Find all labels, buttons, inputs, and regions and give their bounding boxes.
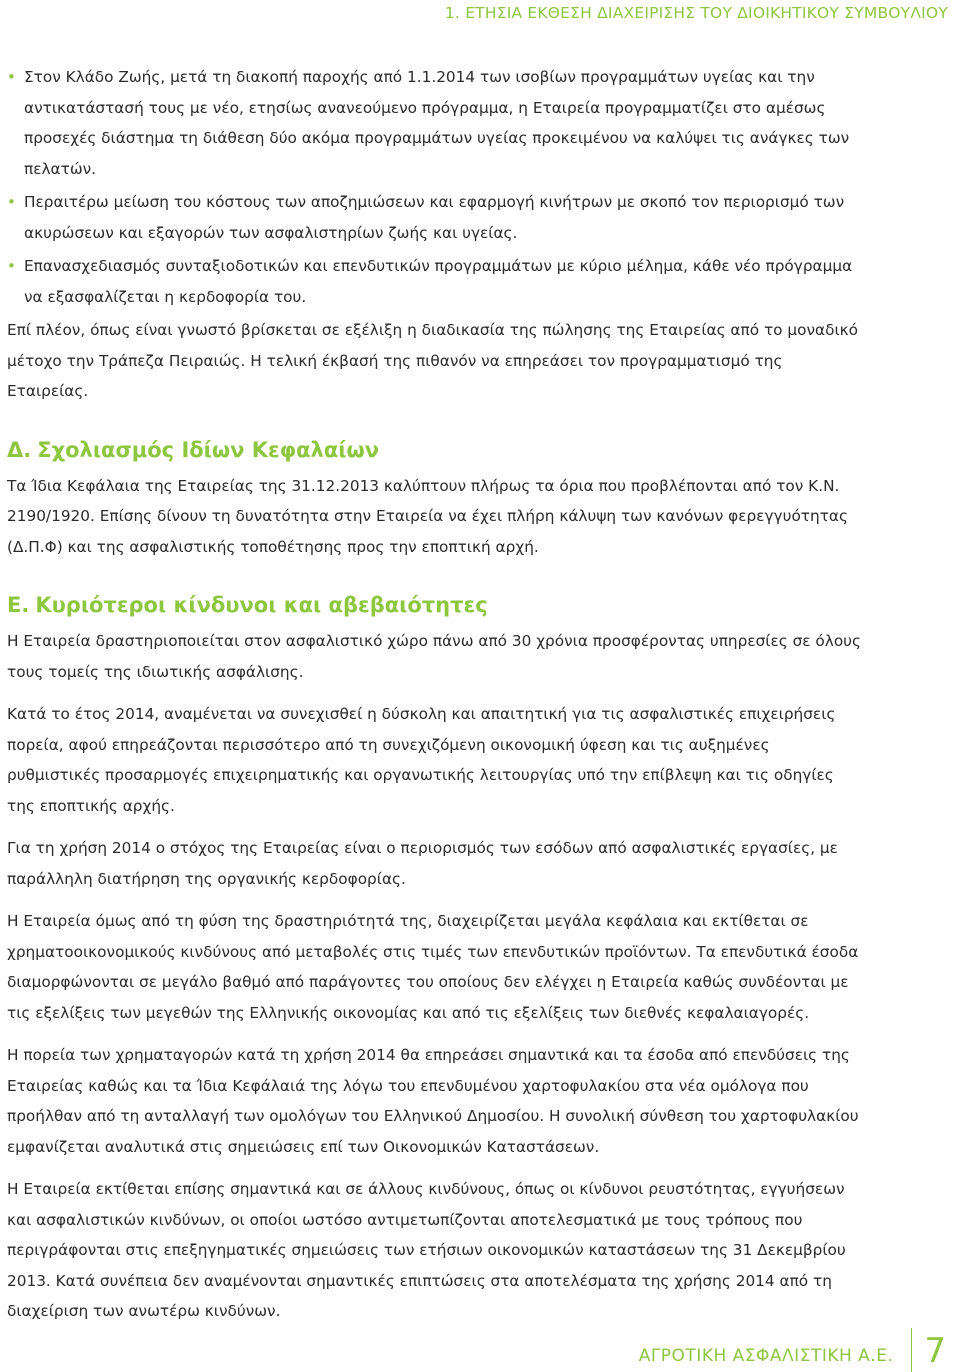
document-body bbox=[7, 62, 863, 1339]
bullet-dot-icon: • bbox=[7, 257, 16, 275]
bullet-item bbox=[7, 62, 863, 184]
running-header bbox=[445, 4, 948, 22]
bullet-item bbox=[7, 251, 863, 312]
bullet-text: Επανασχεδιασμός συνταξιοδοτικών και επενδυτικών προγραμμάτων με κύριο μέλημα, κάθε νέο πρόγραμμα να εξασφαλίζεται η κερδοφορία του. bbox=[24, 257, 853, 306]
header-title: 1. ΕΤΗΣΙΑ ΕΚΘΕΣΗ ΔΙΑΧΕΙΡΙΣΗΣ ΤΟΥ ΔΙΟΙΚΗΤΙΚΟΥ ΣΥΜΒΟΥΛΙΟΥ bbox=[444, 4, 948, 22]
section-e-heading bbox=[7, 590, 863, 620]
bullet-text: Περαιτέρω μείωση του κόστους των αποζημιώσεων και εφαρμογή κινήτρων με σκοπό τον περιορισμό των ακυρώσεων και εξαγορών των ασφαλιστηρίων ζωής και υγείας. bbox=[24, 193, 845, 242]
page-number: 7 bbox=[924, 1331, 946, 1371]
section-e-paragraph: Η πορεία των χρηματαγορών κατά τη χρήση 2014 θα επηρεάσει σημαντικά και τα έσοδα από επενδύσεις της Εταιρείας καθώς και τα Ίδια Κεφάλαιά της λόγω του επενδυμένου χαρτοφυλακίου στα νέα ομόλογα που προήλθαν από τη ανταλλαγή των ομολόγων του Ελληνικού Δημοσίου. Η συνολική σύνθεση του χαρτοφυλακίου εμφανίζεται αναλυτικά στις σημειώσεις επί των Οικονομικών Καταστάσεων. bbox=[7, 1046, 859, 1156]
bullet-dot-icon: • bbox=[7, 68, 16, 86]
bullet-text: Στον Κλάδο Ζωής, μετά τη διακοπή παροχής από 1.1.2014 των ισοβίων προγραμμάτων υγείας και την αντικατάστασή τους με νέο, ετησίως ανανεούμενο πρόγραμμα, η Εταιρεία προγραμματίζει στο αμέσως προσεχές διάστημα τη διάθεση δύο ακόμα προγραμμάτων υγείας προκειμένου να καλύψει τις ανάγκες των πελατών. bbox=[24, 68, 850, 178]
section-e-title: Κυριότεροι κίνδυνοι και αβεβαιότητες bbox=[35, 593, 488, 617]
section-e-paragraph: Η Εταιρεία εκτίθεται επίσης σημαντικά και σε άλλους κινδύνους, όπως οι κίνδυνοι ρευστότητας, εγγυήσεων και ασφαλιστικών κινδύνων, οι οποίοι ωστόσο αντιμετωπίζονται αποτελεσματικά με τους τρόπους που περιγράφονται στις επεξηγηματικές σημειώσεις των ετήσιων οικονομικών καταστάσεων της 31 Δεκεμβρίου 2013. Κατά συνέπεια δεν αναμένονται σημαντικές επιπτώσεις στα αποτελέσματα της χρήσης 2014 από τη διαχείριση των ανωτέρω κινδύνων. bbox=[7, 1180, 846, 1320]
page-footer bbox=[639, 1328, 946, 1372]
section-d-paragraph: Τα Ίδια Κεφάλαια της Εταιρείας της 31.12.2013 καλύπτουν πλήρως τα όρια που προβλέπονται από τον Κ.Ν. 2190/1920. Επίσης δίνουν τη δυνατότητα στην Εταιρεία να έχει πλήρη κάλυψη των κανόνων φερεγγυότητας (Δ.Π.Φ) και της ασφαλιστικής τοποθέτησης προς την εποπτική αρχή. bbox=[7, 476, 848, 556]
section-e-paragraph: Για τη χρήση 2014 ο στόχος της Εταιρείας είναι ο περιορισμός των εσόδων από ασφαλιστικές εργασίες, με παράλληλη διατήρηση της οργανικής κερδοφορίας. bbox=[7, 839, 838, 888]
intro-paragraph: Επί πλέον, όπως είναι γνωστό βρίσκεται σε εξέλιξη η διαδικασία της πώλησης της Εταιρείας από το μοναδικό μέτοχο την Τράπεζα Πειραιώς. Η τελική έκβασή της πιθανόν να επηρεάσει τον προγραμματισμό της Εταιρείας. bbox=[7, 321, 859, 400]
section-e-letter: Ε. bbox=[7, 593, 30, 617]
section-e-paragraph: Η Εταιρεία όμως από τη φύση της δραστηριότητά της, διαχειρίζεται μεγάλα κεφάλαια και εκτίθεται σε χρηματοοικονομικούς κινδύνους από μεταβολές στις τιμές των επενδυτικών προϊόντων. Τα επενδυτικά έσοδα διαμορφώνονται σε μεγάλο βαθμό από παράγοντες του οποίους δεν ελέγχει η Εταιρεία καθώς συνδέονται με τις εξελίξεις των μεγεθών της Ελληνικής οικονομίας και από τις εξελίξεις των διεθνές κεφαλαιαγορές. bbox=[7, 912, 859, 1022]
section-d-title: Σχολιασμός Ιδίων Κεφαλαίων bbox=[37, 437, 380, 462]
section-e-paragraph: Κατά το έτος 2014, αναμένεται να συνεχισθεί η δύσκολη και απαιτητική για τις ασφαλιστικές επιχειρήσεις πορεία, αφού επηρεάζονται περισσότερο από τη συνεχιζόμενη οικονομική ύφεση και τις αυξημένες ρυθμιστικές προσαρμογές επιχειρηματικής και οργανωτικής λειτουργίας υπό την επίβλεψη και τις οδηγίες της εποπτικής αρχής. bbox=[7, 705, 836, 815]
section-e-paragraph: Η Εταιρεία δραστηριοποιείται στον ασφαλιστικό χώρο πάνω από 30 χρόνια προσφέροντας υπηρεσίες σε όλους τους τομείς της ιδιωτικής ασφάλισης. bbox=[7, 632, 862, 681]
bullet-item bbox=[7, 187, 863, 248]
section-d-letter: Δ. bbox=[7, 437, 32, 462]
section-d-heading bbox=[7, 435, 863, 465]
bullet-dot-icon: • bbox=[7, 193, 16, 211]
footer-brand: ΑΓΡΟΤΙΚΗ ΑΣΦΑΛΙΣΤΙΚΗ Α.Ε. bbox=[638, 1346, 894, 1366]
